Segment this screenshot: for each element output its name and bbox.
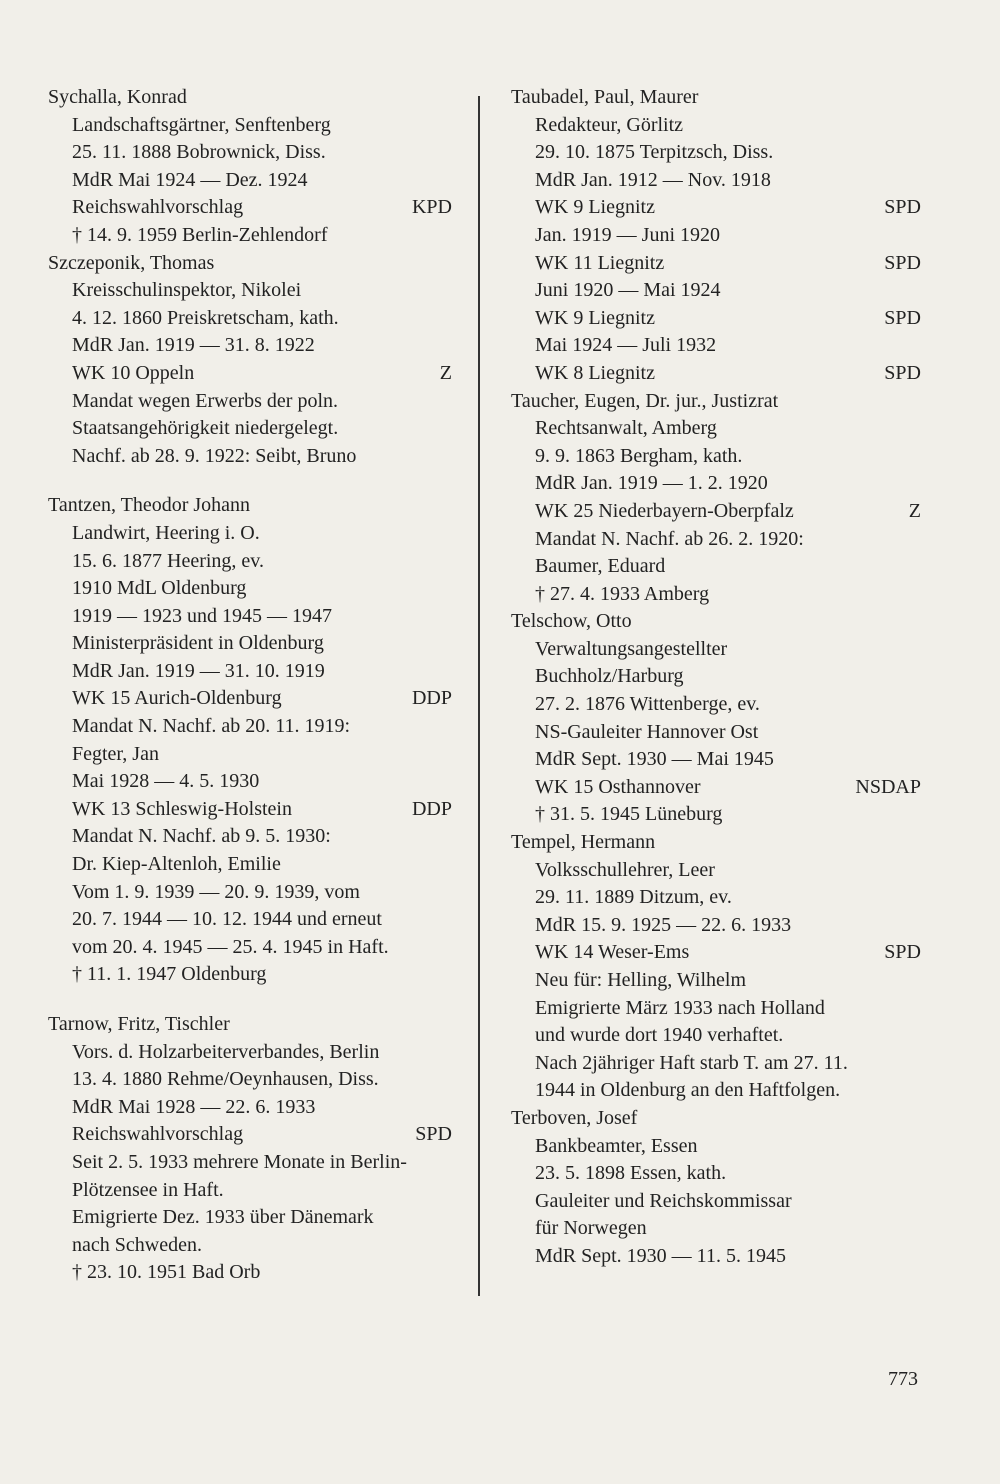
entry-gap: [48, 989, 452, 1011]
entry-name: [511, 1105, 921, 1133]
entry-name: [48, 1011, 452, 1039]
entry-line: [48, 961, 452, 989]
entry-line-text: 29. 11. 1889 Ditzum, ev.: [535, 886, 732, 909]
entry-line-text: † 11. 1. 1947 Oldenburg: [72, 963, 267, 986]
entry-line: [48, 934, 452, 962]
entry-line: [511, 167, 921, 195]
entry-line-text: 20. 7. 1944 — 10. 12. 1944 und erneut: [72, 908, 382, 931]
party-label: SPD: [415, 1123, 452, 1146]
entry-line-text: 29. 10. 1875 Terpitzsch, Diss.: [535, 141, 774, 164]
entry-line: [511, 801, 921, 829]
entry-line-text: 13. 4. 1880 Rehme/Oeynhausen, Diss.: [72, 1068, 379, 1091]
party-label: SPD: [884, 941, 921, 964]
entry-line: [48, 1149, 452, 1177]
entry-name-text: Szczeponik, Thomas: [48, 251, 215, 274]
entry-line: [48, 222, 452, 250]
entry-line: [48, 332, 452, 360]
party-label: DDP: [411, 797, 452, 820]
entry-line: [511, 1133, 921, 1161]
entry-name-text: Sychalla, Konrad: [48, 86, 187, 108]
biography-entry: [48, 1011, 452, 1287]
entry-line-text: Emigrierte März 1933 nach Holland: [535, 996, 825, 1019]
entry-line-text: WK 14 Weser-Ems: [535, 941, 690, 964]
entry-name-text: Tarnow, Fritz, Tischler: [48, 1013, 230, 1035]
entry-line-text: Nachf. ab 28. 9. 1922: Seibt, Bruno: [72, 444, 357, 467]
entry-line: [511, 884, 921, 912]
entry-line-text: Buchholz/Harburg: [535, 665, 684, 688]
party-label: KPD: [411, 196, 452, 219]
entry-line: [48, 603, 452, 631]
entry-name-text: Terboven, Josef: [511, 1106, 638, 1129]
entry-gap: [48, 470, 452, 492]
entry-line: [48, 630, 452, 658]
entry-line-text: 4. 12. 1860 Preiskretscham, kath.: [72, 306, 339, 329]
party-label: NSDAP: [855, 775, 921, 798]
entry-line: [511, 1243, 921, 1271]
entry-line-text: Landschaftsgärtner, Senftenberg: [72, 113, 331, 136]
entry-line-text: WK 9 Liegnitz: [535, 306, 655, 329]
entry-line-text: Reichswahlvorschlag: [72, 1123, 244, 1146]
entry-line-text: 23. 5. 1898 Essen, kath.: [535, 1162, 727, 1185]
entry-line-text: 9. 9. 1863 Bergham, kath.: [535, 444, 743, 467]
entry-line: [511, 194, 921, 222]
entry-line: [511, 663, 921, 691]
entry-line-text: 1910 MdL Oldenburg: [72, 577, 247, 600]
entry-line: [511, 581, 921, 609]
entry-line-text: Fegter, Jan: [72, 742, 159, 765]
entry-line: [511, 112, 921, 140]
entry-name-text: Tempel, Hermann: [511, 831, 656, 854]
entry-line-text: Vom 1. 9. 1939 — 20. 9. 1939, vom: [72, 880, 360, 903]
entry-line-text: Kreisschulinspektor, Nikolei: [72, 279, 302, 302]
entry-line: [511, 250, 921, 278]
entry-name: [511, 608, 921, 636]
entry-line: [48, 1177, 452, 1205]
entry-line: [511, 1050, 921, 1078]
entry-line: [48, 575, 452, 603]
entry-line-text: MdR Jan. 1919 — 31. 8. 1922: [72, 334, 315, 357]
entry-line-text: MdR Sept. 1930 — Mai 1945: [535, 748, 774, 771]
entry-line: [48, 796, 452, 824]
biography-entry: [511, 84, 921, 388]
entry-line: [48, 277, 452, 305]
party-label: SPD: [884, 196, 921, 219]
entry-line-text: Bankbeamter, Essen: [535, 1134, 698, 1157]
entry-line-text: Mandat N. Nachf. ab 20. 11. 1919:: [72, 715, 351, 738]
entry-line-text: WK 13 Schleswig-Holstein: [72, 797, 292, 820]
entry-line-text: Nach 2jähriger Haft starb T. am 27. 11.: [535, 1051, 848, 1074]
entry-line-text: Mandat N. Nachf. ab 9. 5. 1930:: [72, 825, 331, 848]
entry-line-text: WK 11 Liegnitz: [535, 251, 665, 274]
entry-line: [511, 332, 921, 360]
entry-line-text: Seit 2. 5. 1933 mehrere Monate in Berlin-: [72, 1150, 407, 1173]
entry-line: [511, 939, 921, 967]
entry-line-text: Vors. d. Holzarbeiterverbandes, Berlin: [72, 1040, 380, 1063]
entry-line-text: MdR Jan. 1912 — Nov. 1918: [535, 168, 771, 191]
entry-line-text: und wurde dort 1940 verhaftet.: [535, 1024, 784, 1047]
entry-line-text: WK 15 Aurich-Oldenburg: [72, 687, 282, 710]
entry-line-text: † 31. 5. 1945 Lüneburg: [535, 803, 723, 826]
entry-line-text: für Norwegen: [535, 1217, 647, 1240]
entry-line: [48, 360, 452, 388]
entry-line-text: WK 25 Niederbayern-Oberpfalz: [535, 499, 794, 522]
party-label: SPD: [884, 306, 921, 329]
entry-line: [48, 658, 452, 686]
entry-line: [48, 388, 452, 416]
entry-line-text: Mai 1928 — 4. 5. 1930: [72, 770, 260, 793]
entry-line-text: Mai 1924 — Juli 1932: [535, 334, 717, 357]
entry-line: [511, 719, 921, 747]
entry-line-text: Gauleiter und Reichskommissar: [535, 1189, 792, 1212]
party-label: DDP: [411, 687, 452, 710]
entry-line: [48, 1204, 452, 1232]
entry-line-text: NS-Gauleiter Hannover Ost: [535, 720, 759, 743]
column-divider: [478, 96, 480, 1296]
entry-line-text: Baumer, Eduard: [535, 555, 666, 578]
entry-line-text: WK 10 Oppeln: [72, 361, 195, 384]
entry-line: [511, 1022, 921, 1050]
party-label: SPD: [884, 361, 921, 384]
entry-line-text: Jan. 1919 — Juni 1920: [535, 223, 720, 246]
entry-line-text: Volksschullehrer, Leer: [535, 858, 715, 881]
entry-line: [48, 1066, 452, 1094]
entry-line-text: MdR Sept. 1930 — 11. 5. 1945: [535, 1244, 786, 1267]
entry-name-text: Telschow, Otto: [511, 610, 632, 633]
entry-line: [511, 498, 921, 526]
entry-line: [511, 277, 921, 305]
entry-line: [48, 520, 452, 548]
party-label: Z: [439, 361, 452, 384]
entry-line-text: Juni 1920 — Mai 1924: [535, 279, 721, 302]
entry-name-text: Tantzen, Theodor Johann: [48, 494, 251, 517]
entry-line-text: Verwaltungsangestellter: [535, 637, 728, 660]
entry-line: [48, 1232, 452, 1260]
entry-line: [511, 553, 921, 581]
entry-line: [48, 167, 452, 195]
biography-entry: [48, 250, 452, 471]
entry-line-text: MdR Jan. 1919 — 1. 2. 1920: [535, 472, 768, 495]
entry-line-text: vom 20. 4. 1945 — 25. 4. 1945 in Haft.: [72, 935, 389, 958]
entry-line: [511, 305, 921, 333]
party-label: SPD: [884, 251, 921, 274]
entry-line-text: Dr. Kiep-Altenloh, Emilie: [72, 853, 281, 876]
entry-line: [48, 906, 452, 934]
entry-name-text: Taubadel, Paul, Maurer: [511, 86, 699, 108]
entry-line: [48, 194, 452, 222]
entry-line: [48, 139, 452, 167]
entry-line: [48, 548, 452, 576]
entry-line-text: WK 9 Liegnitz: [535, 196, 655, 219]
entry-line-text: Redakteur, Görlitz: [535, 113, 684, 136]
party-label: Z: [908, 499, 921, 522]
entry-name: [48, 84, 452, 112]
entry-line: [48, 112, 452, 140]
entry-line: [48, 1039, 452, 1067]
entry-line: [511, 470, 921, 498]
entry-line: [511, 967, 921, 995]
entry-name: [48, 492, 452, 520]
entry-line: [511, 360, 921, 388]
biography-entry: [48, 492, 452, 989]
entry-name: [48, 250, 452, 278]
entry-line: [48, 768, 452, 796]
entry-line: [511, 1160, 921, 1188]
entry-line: [511, 222, 921, 250]
entry-line-text: Plötzensee in Haft.: [72, 1178, 224, 1201]
entry-line: [48, 685, 452, 713]
entry-line-text: † 14. 9. 1959 Berlin-Zehlendorf: [72, 223, 328, 246]
entry-line-text: Landwirt, Heering i. O.: [72, 521, 260, 544]
entry-line: [511, 1215, 921, 1243]
entry-name: [511, 388, 921, 416]
entry-line: [48, 1121, 452, 1149]
entry-line: [48, 415, 452, 443]
entry-line: [48, 1259, 452, 1287]
entry-line: [48, 305, 452, 333]
entry-line: [511, 636, 921, 664]
entry-line-text: Reichswahlvorschlag: [72, 196, 244, 219]
entry-line-text: WK 15 Osthannover: [535, 775, 701, 798]
biography-entry: [48, 84, 452, 250]
entry-line: [511, 1077, 921, 1105]
entry-line: [511, 691, 921, 719]
left-column: [48, 84, 452, 1287]
entry-line: [511, 746, 921, 774]
entry-name-text: Taucher, Eugen, Dr. jur., Justizrat: [511, 389, 779, 412]
entry-line-text: 27. 2. 1876 Wittenberge, ev.: [535, 693, 760, 716]
entry-line: [511, 443, 921, 471]
entry-line-text: Ministerpräsident in Oldenburg: [72, 632, 324, 655]
entry-line-text: MdR 15. 9. 1925 — 22. 6. 1933: [535, 913, 792, 936]
entry-line-text: 1919 — 1923 und 1945 — 1947: [72, 604, 332, 627]
entry-line-text: MdR Jan. 1919 — 31. 10. 1919: [72, 659, 325, 682]
entry-line-text: 1944 in Oldenburg an den Haftfolgen.: [535, 1079, 841, 1102]
entry-line-text: Rechtsanwalt, Amberg: [535, 417, 717, 440]
entry-name: [511, 84, 921, 112]
page-number: 773: [888, 1368, 918, 1390]
entry-line-text: MdR Mai 1924 — Dez. 1924: [72, 168, 308, 191]
entry-line-text: † 27. 4. 1933 Amberg: [535, 582, 710, 605]
entry-line: [48, 851, 452, 879]
entry-line: [511, 526, 921, 554]
entry-line-text: 25. 11. 1888 Bobrownick, Diss.: [72, 141, 326, 164]
entry-line: [511, 415, 921, 443]
entry-line: [511, 912, 921, 940]
entry-line: [48, 713, 452, 741]
biography-entry: [511, 608, 921, 829]
entry-line-text: Mandat wegen Erwerbs der poln.: [72, 389, 339, 412]
entry-line: [511, 995, 921, 1023]
entry-line: [48, 741, 452, 769]
entry-line: [511, 774, 921, 802]
entry-line: [48, 879, 452, 907]
entry-line-text: Mandat N. Nachf. ab 26. 2. 1920:: [535, 527, 804, 550]
entry-line: [511, 857, 921, 885]
biography-entry: [511, 829, 921, 1105]
entry-line: [48, 443, 452, 471]
biography-entry: [511, 1105, 921, 1271]
entry-line: [48, 823, 452, 851]
entry-line-text: nach Schweden.: [72, 1233, 202, 1256]
entry-name: [511, 829, 921, 857]
entry-line: [511, 139, 921, 167]
entry-line-text: Emigrierte Dez. 1933 über Dänemark: [72, 1206, 374, 1229]
right-column: [511, 84, 921, 1271]
entry-line: [48, 1094, 452, 1122]
entry-line-text: Neu für: Helling, Wilhelm: [535, 969, 747, 991]
biography-entry: [511, 388, 921, 609]
entry-line-text: WK 8 Liegnitz: [535, 361, 655, 384]
entry-line-text: Staatsangehörigkeit niedergelegt.: [72, 417, 339, 440]
entry-line-text: MdR Mai 1928 — 22. 6. 1933: [72, 1095, 316, 1118]
entry-line-text: † 23. 10. 1951 Bad Orb: [72, 1261, 261, 1284]
entry-line-text: 15. 6. 1877 Heering, ev.: [72, 549, 264, 572]
entry-line: [511, 1188, 921, 1216]
